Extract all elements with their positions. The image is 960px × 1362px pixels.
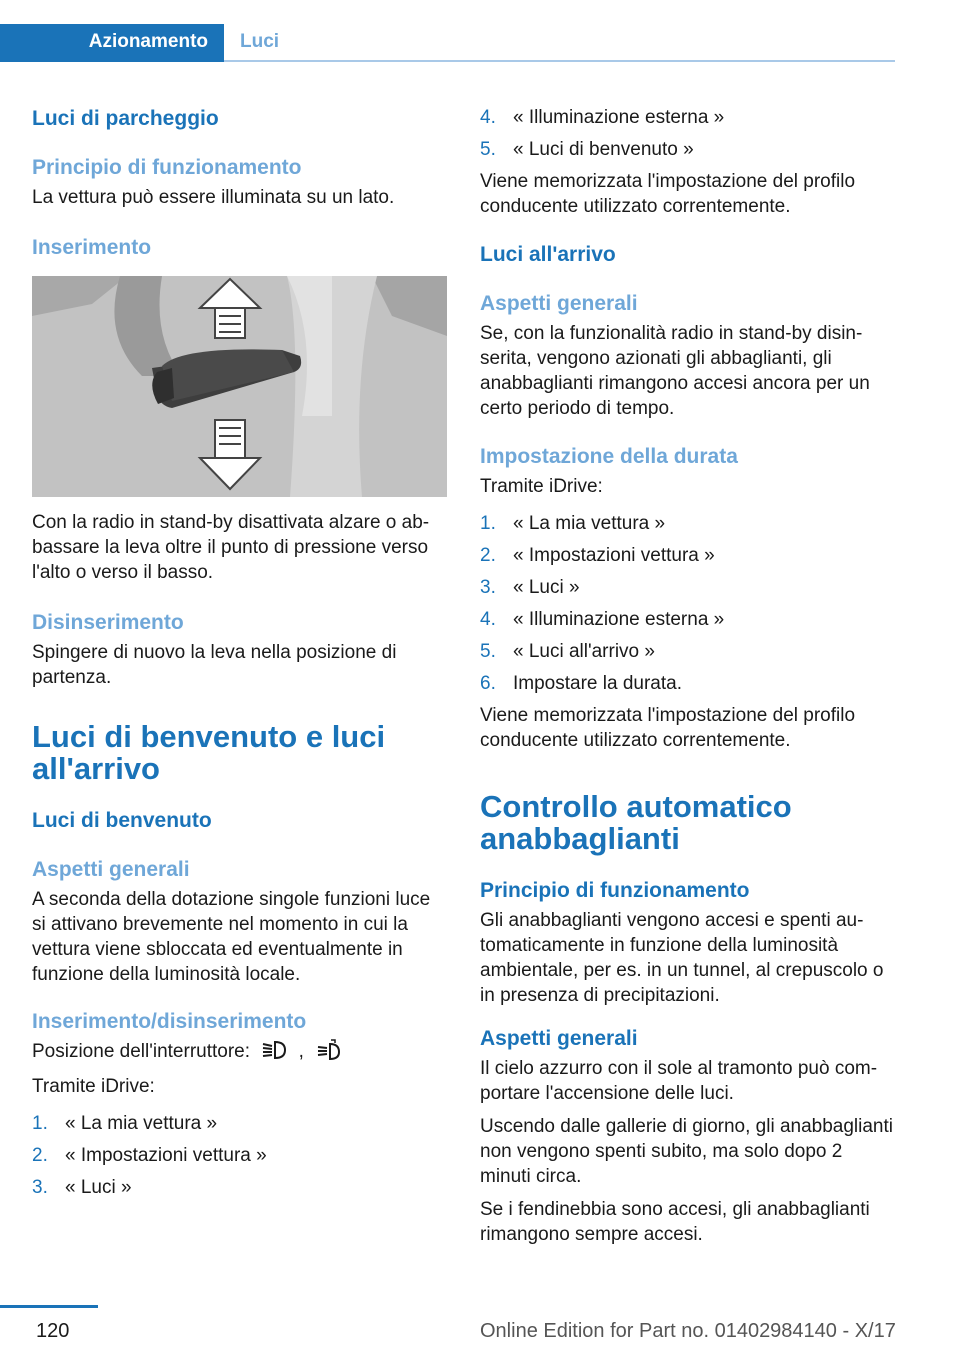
saved-text-2: Viene memorizzata l'impostazione del profilo conducente utilizzato correntemente. — [480, 705, 856, 751]
list-item: 5. « Luci all'arrivo » — [480, 641, 655, 662]
list-item: 6. Impostare la durata. — [480, 673, 682, 694]
switch-position-line — [32, 1039, 447, 1068]
auto-principle-title: Principio di funzionamento — [480, 879, 750, 902]
lever-figure — [32, 276, 447, 497]
arrival-lights-title: Luci all'arrivo — [480, 243, 616, 266]
general-text: A seconda della dotazione singole funzioni luce si attivano brevemente nel momento in cui la vettura viene sbloccata ed eventualmente in funzione della luminosità locale. — [32, 889, 431, 985]
auto-principle-text: Gli anabbaglianti vengono accesi e spenti automaticamente in funzione della luminosità ambientale, per es. in un tunnel, al crepuscolo o in presenza di precipitazioni. — [480, 910, 884, 1006]
list-item: 4. « Illuminazione esterna » — [480, 609, 725, 630]
via-idrive-left: Tramite iDrive: — [32, 1076, 155, 1097]
duration-title: Impostazione della durata — [480, 445, 738, 468]
tab-azionamento[interactable] — [0, 24, 224, 62]
principle-text: La vettura può essere illuminata su un lato. — [32, 187, 395, 208]
principle-title: Principio di funzionamento — [32, 156, 302, 179]
auto-headlight-icon — [315, 1039, 341, 1068]
arrival-general-title: Aspetti generali — [480, 292, 638, 315]
tab-luci[interactable]: Luci — [240, 31, 280, 52]
enable-title: Inserimento — [32, 236, 152, 259]
tab-azionamento-label: Azionamento — [88, 31, 208, 52]
welcome-lights-title: Luci di benvenuto — [32, 809, 212, 832]
duration-steps — [480, 511, 895, 696]
list-item: 5. « Luci di benvenuto » — [480, 139, 694, 160]
enable-text: Con la radio in stand-by disattivata alzare o abbassare la leva oltre il punto di pressione verso l'alto o verso il basso. — [32, 512, 430, 583]
auto-general-p2: Uscendo dalle gallerie di giorno, gli anabbaglianti non vengono spenti subito, ma solo dopo 2 minuti circa. — [480, 1116, 893, 1187]
saved-text-1: Viene memorizzata l'impostazione del profilo conducente utilizzato correntemente. — [480, 171, 856, 217]
onoff-title: Inserimento/disinserimento — [32, 1010, 307, 1033]
welcome-section-title: Luci di benvenuto e luci all'arrivo — [32, 719, 386, 786]
parking-lights-title: Luci di parcheggio — [32, 107, 219, 130]
switch-position-label: Posizione dell'interruttore: — [32, 1041, 251, 1062]
auto-general-title: Aspetti generali — [480, 1027, 638, 1050]
list-item: 1. « La mia vettura » — [480, 513, 666, 534]
disable-title: Disinserimento — [32, 611, 184, 634]
list-item: 1. « La mia vettura » — [32, 1113, 218, 1134]
lever-illustration — [32, 276, 447, 497]
arrival-general-text: Se, con la funzionalità radio in stand-by disinserita, vengono azionati gli abbaglianti, gli anabbaglianti rimangono accesi ancora per un certo periodo di tempo. — [480, 323, 870, 419]
idrive-steps-left — [32, 1111, 447, 1200]
auto-general-p1: Il cielo azzurro con il sole al tramonto può comportare l'accensione delle luci. — [480, 1058, 878, 1104]
list-item: 4. « Illuminazione esterna » — [480, 107, 725, 128]
header-tabs — [0, 24, 895, 62]
idrive-steps-continued — [480, 105, 895, 162]
general-title: Aspetti generali — [32, 858, 190, 881]
low-beam-icon — [261, 1039, 287, 1068]
disable-text: Spingere di nuovo la leva nella posizione di partenza. — [32, 642, 397, 688]
list-item: 2. « Impostazioni vettura » — [480, 545, 715, 566]
footer-accent-line — [0, 1305, 98, 1308]
switch-separator: , — [298, 1041, 304, 1062]
page-number: 120 — [36, 1320, 70, 1342]
list-item: 3. « Luci » — [480, 577, 580, 598]
right-column — [480, 98, 895, 1247]
list-item: 3. « Luci » — [32, 1177, 132, 1198]
via-idrive-right: Tramite iDrive: — [480, 476, 603, 497]
footer-edition: Online Edition for Part no. 01402984140 - X/17 — [480, 1320, 896, 1342]
header-divider — [224, 60, 895, 62]
auto-section-title: Controllo automatico anabbaglianti — [480, 789, 792, 856]
list-item: 2. « Impostazioni vettura » — [32, 1145, 267, 1166]
left-column — [32, 98, 447, 1207]
auto-general-p3: Se i fendinebbia sono accesi, gli anabbaglianti rimangono sempre accesi. — [480, 1199, 870, 1245]
